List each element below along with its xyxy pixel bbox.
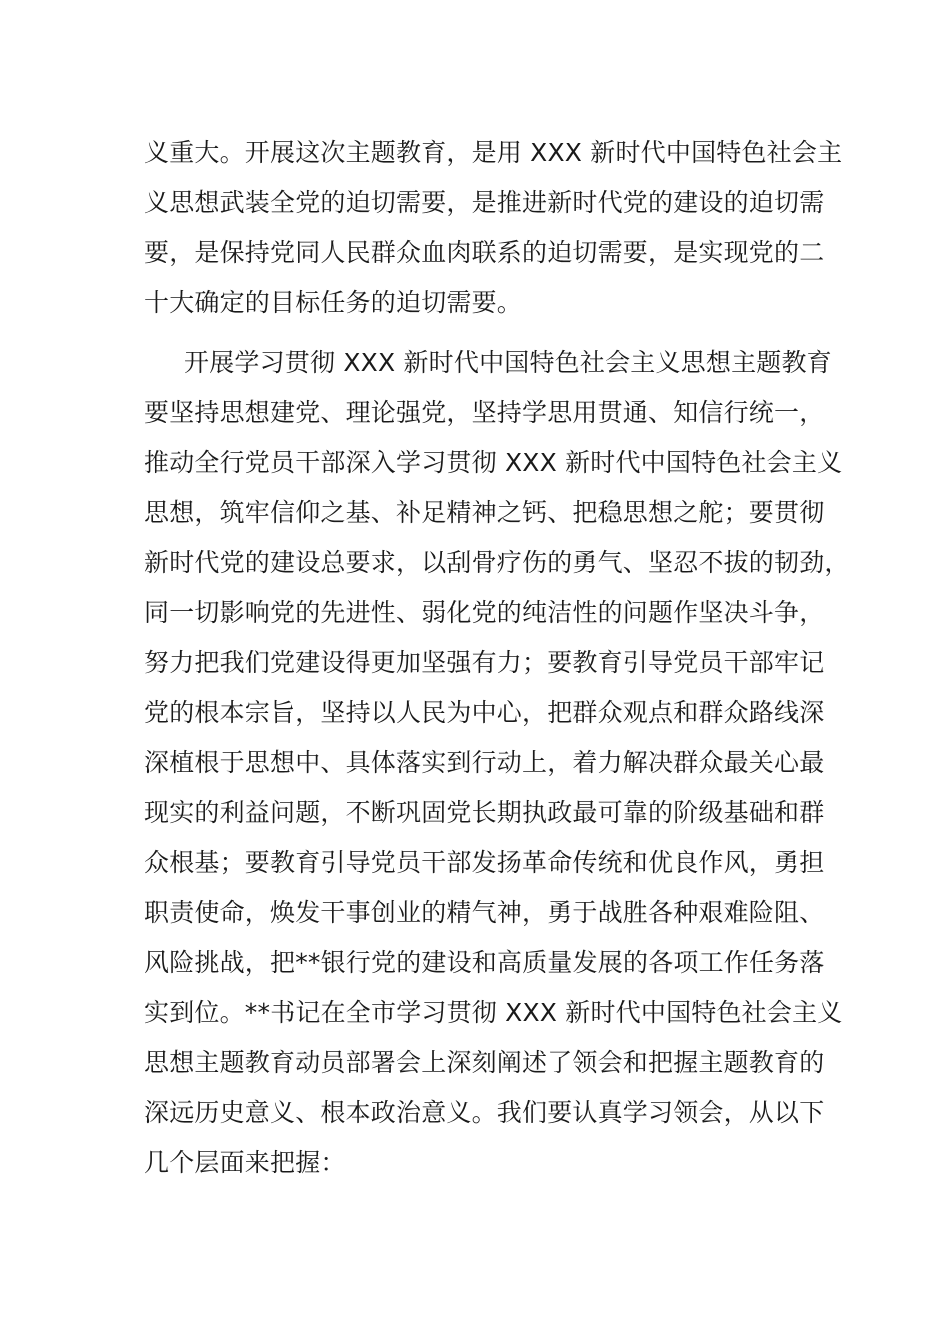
paragraph-line: 思想主题教育动员部署会上深刻阐述了领会和把握主题教育的 [144, 1048, 825, 1077]
paragraph-line: 新时代党的建设总要求，以刮骨疗伤的勇气、坚忍不拔的韧劲， [144, 548, 850, 577]
paragraph-line: 要，是保持党同人民群众血肉联系的迫切需要，是实现党的二 [144, 238, 825, 267]
paragraph-1 [144, 128, 843, 328]
paragraph-line: 职责使命，焕发干事创业的精气神，勇于战胜各种艰难险阻、 [144, 898, 825, 927]
paragraph-2 [144, 338, 850, 1188]
paragraph-line: 思想，筑牢信仰之基、补足精神之钙、把稳思想之舵；要贯彻 [144, 498, 825, 527]
paragraph-line: 十大确定的目标任务的迫切需要。 [144, 288, 523, 317]
paragraph-line: 深远历史意义、根本政治意义。我们要认真学习领会，从以下 [144, 1098, 825, 1127]
paragraph-line: 风险挑战，把**银行党的建设和高质量发展的各项工作任务落 [144, 948, 825, 977]
paragraph-line: 要坚持思想建党、理论强党，坚持学思用贯通、知信行统一， [144, 398, 825, 427]
paragraph-line: 推动全行党员干部深入学习贯彻 XXX 新时代中国特色社会主义 [144, 448, 843, 477]
paragraph-line: 深植根于思想中、具体落实到行动上，着力解决群众最关心最 [144, 748, 825, 777]
paragraph-line: 几个层面来把握： [144, 1148, 346, 1177]
paragraph-line: 现实的利益问题，不断巩固党长期执政最可靠的阶级基础和群 [144, 798, 825, 827]
paragraph-line: 开展学习贯彻 XXX 新时代中国特色社会主义思想主题教育 [184, 348, 832, 377]
paragraph-line: 义重大。开展这次主题教育，是用 XXX 新时代中国特色社会主 [144, 138, 843, 167]
paragraph-line: 党的根本宗旨，坚持以人民为中心，把群众观点和群众路线深 [144, 698, 825, 727]
paragraph-line: 同一切影响党的先进性、弱化党的纯洁性的问题作坚决斗争， [144, 598, 825, 627]
paragraph-line: 众根基；要教育引导党员干部发扬革命传统和优良作风，勇担 [144, 848, 825, 877]
paragraph-line: 义思想武装全党的迫切需要，是推进新时代党的建设的迫切需 [144, 188, 825, 217]
paragraph-line: 实到位。**书记在全市学习贯彻 XXX 新时代中国特色社会主义 [144, 998, 843, 1027]
paragraph-line: 努力把我们党建设得更加坚强有力；要教育引导党员干部牢记 [144, 648, 825, 677]
